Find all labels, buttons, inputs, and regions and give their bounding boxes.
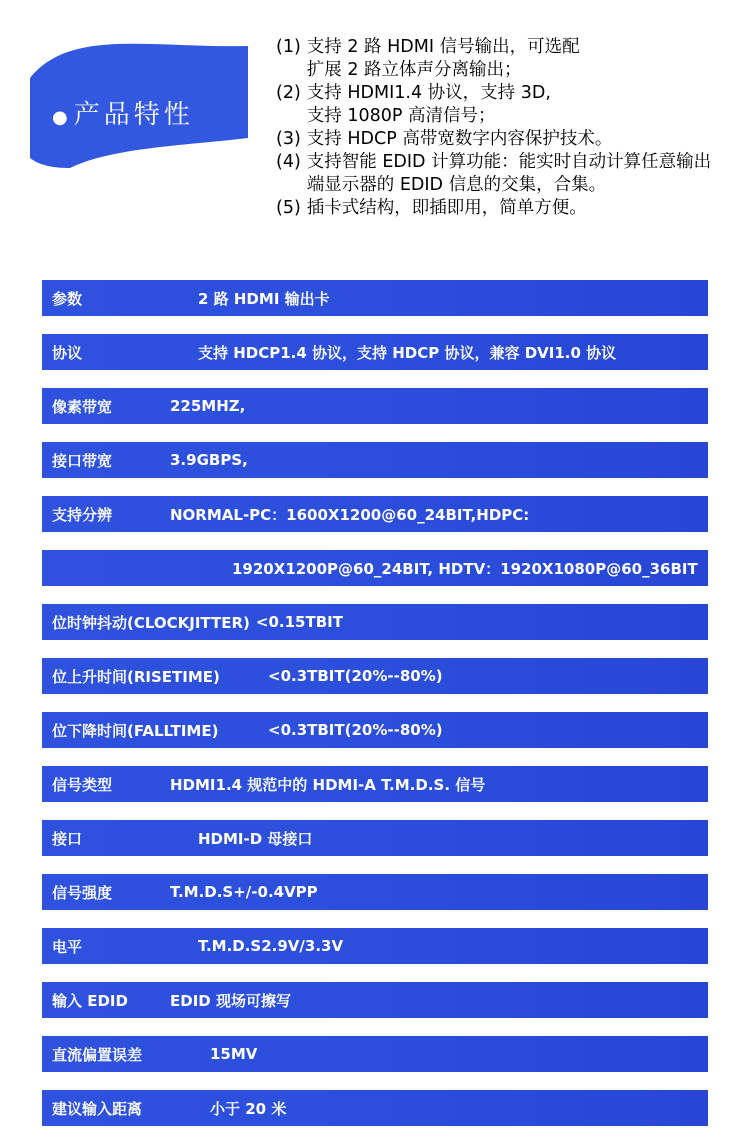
spec-key: 直流偏置误差 bbox=[52, 1045, 143, 1064]
spec-key: 电平 bbox=[52, 937, 83, 956]
spec-key: 参数 bbox=[52, 289, 83, 308]
spec-value: 1920X1200P@60_24BIT, HDTV：1920X1080P@60_36BIT bbox=[232, 559, 698, 578]
feature-number: (2) bbox=[276, 83, 301, 103]
spec-row bbox=[42, 442, 708, 478]
spec-row bbox=[42, 280, 708, 316]
spec-row bbox=[42, 874, 708, 910]
spec-key: 输入 EDID bbox=[52, 991, 128, 1010]
spec-key: 位下降时间(FALLTIME) bbox=[52, 721, 219, 740]
spec-value: 225MHZ, bbox=[170, 397, 246, 415]
spec-key: 位时钟抖动(CLOCKJITTER) bbox=[52, 613, 250, 632]
feature-text: 支持 HDMI1.4 协议，支持 3D, 支持 1080P 高清信号； bbox=[306, 83, 551, 126]
spec-row bbox=[42, 604, 708, 640]
feature-number: (1) bbox=[276, 37, 301, 57]
spec-value: 3.9GBPS, bbox=[170, 451, 248, 469]
spec-row bbox=[42, 982, 708, 1018]
spec-key: 支持分辨 bbox=[52, 505, 113, 524]
spec-value: NORMAL-PC：1600X1200@60_24BIT,HDPC: bbox=[170, 505, 530, 524]
spec-row bbox=[42, 496, 708, 532]
spec-key: 信号强度 bbox=[52, 883, 113, 902]
feature-number: (5) bbox=[276, 198, 301, 218]
feature-text: 支持 HDCP 高带宽数字内容保护技术。 bbox=[306, 129, 613, 149]
product-features-banner bbox=[30, 38, 248, 168]
spec-key: 建议输入距离 bbox=[52, 1099, 143, 1118]
feature-item bbox=[276, 197, 716, 220]
spec-value: <0.3TBIT(20%--80%) bbox=[268, 721, 443, 739]
spec-row bbox=[42, 928, 708, 964]
spec-key: 像素带宽 bbox=[52, 397, 113, 416]
spec-value: 小于 20 米 bbox=[210, 1099, 287, 1118]
bullet-icon: ● bbox=[52, 107, 72, 128]
feature-item bbox=[276, 36, 716, 82]
spec-value: HDMI1.4 规范中的 HDMI-A T.M.D.S. 信号 bbox=[170, 775, 486, 794]
spec-row bbox=[42, 388, 708, 424]
spec-row bbox=[42, 1090, 708, 1126]
spec-value: EDID 现场可擦写 bbox=[170, 991, 291, 1010]
spec-row bbox=[42, 766, 708, 802]
section-title bbox=[52, 94, 194, 131]
feature-text: 插卡式结构，即插即用，简单方便。 bbox=[306, 198, 587, 218]
feature-number: (4) bbox=[276, 152, 301, 172]
feature-number: (3) bbox=[276, 129, 301, 149]
spec-row bbox=[42, 658, 708, 694]
spec-row bbox=[42, 1036, 708, 1072]
spec-row bbox=[42, 712, 708, 748]
spec-value: T.M.D.S+/-0.4VPP bbox=[170, 883, 318, 901]
spec-key: 位上升时间(RISETIME) bbox=[52, 667, 220, 686]
spec-value: 15MV bbox=[210, 1045, 258, 1063]
spec-row-continuation bbox=[42, 550, 708, 586]
spec-value: HDMI-D 母接口 bbox=[198, 829, 313, 848]
section-title-text: 产品特性 bbox=[73, 100, 194, 130]
spec-table bbox=[42, 280, 708, 1144]
spec-value: 支持 HDCP1.4 协议，支持 HDCP 协议，兼容 DVI1.0 协议 bbox=[198, 343, 617, 362]
spec-row bbox=[42, 334, 708, 370]
spec-key: 信号类型 bbox=[52, 775, 113, 794]
feature-item bbox=[276, 128, 716, 151]
spec-value: <0.15TBIT bbox=[255, 613, 343, 631]
spec-value: T.M.D.S2.9V/3.3V bbox=[198, 937, 344, 955]
spec-key: 协议 bbox=[52, 343, 83, 362]
spec-key: 接口带宽 bbox=[52, 451, 113, 470]
feature-item bbox=[276, 82, 716, 128]
spec-value: 2 路 HDMI 输出卡 bbox=[198, 289, 330, 308]
spec-value: <0.3TBIT(20%--80%) bbox=[268, 667, 443, 685]
feature-item bbox=[276, 151, 716, 197]
feature-list bbox=[276, 36, 716, 220]
feature-text: 支持 2 路 HDMI 信号输出，可选配 扩展 2 路立体声分离输出； bbox=[306, 37, 580, 80]
spec-key: 接口 bbox=[52, 829, 83, 848]
feature-text: 支持智能 EDID 计算功能：能实时自动计算任意输出端显示器的 EDID 信息的交集，合集。 bbox=[306, 152, 712, 195]
spec-row bbox=[42, 820, 708, 856]
